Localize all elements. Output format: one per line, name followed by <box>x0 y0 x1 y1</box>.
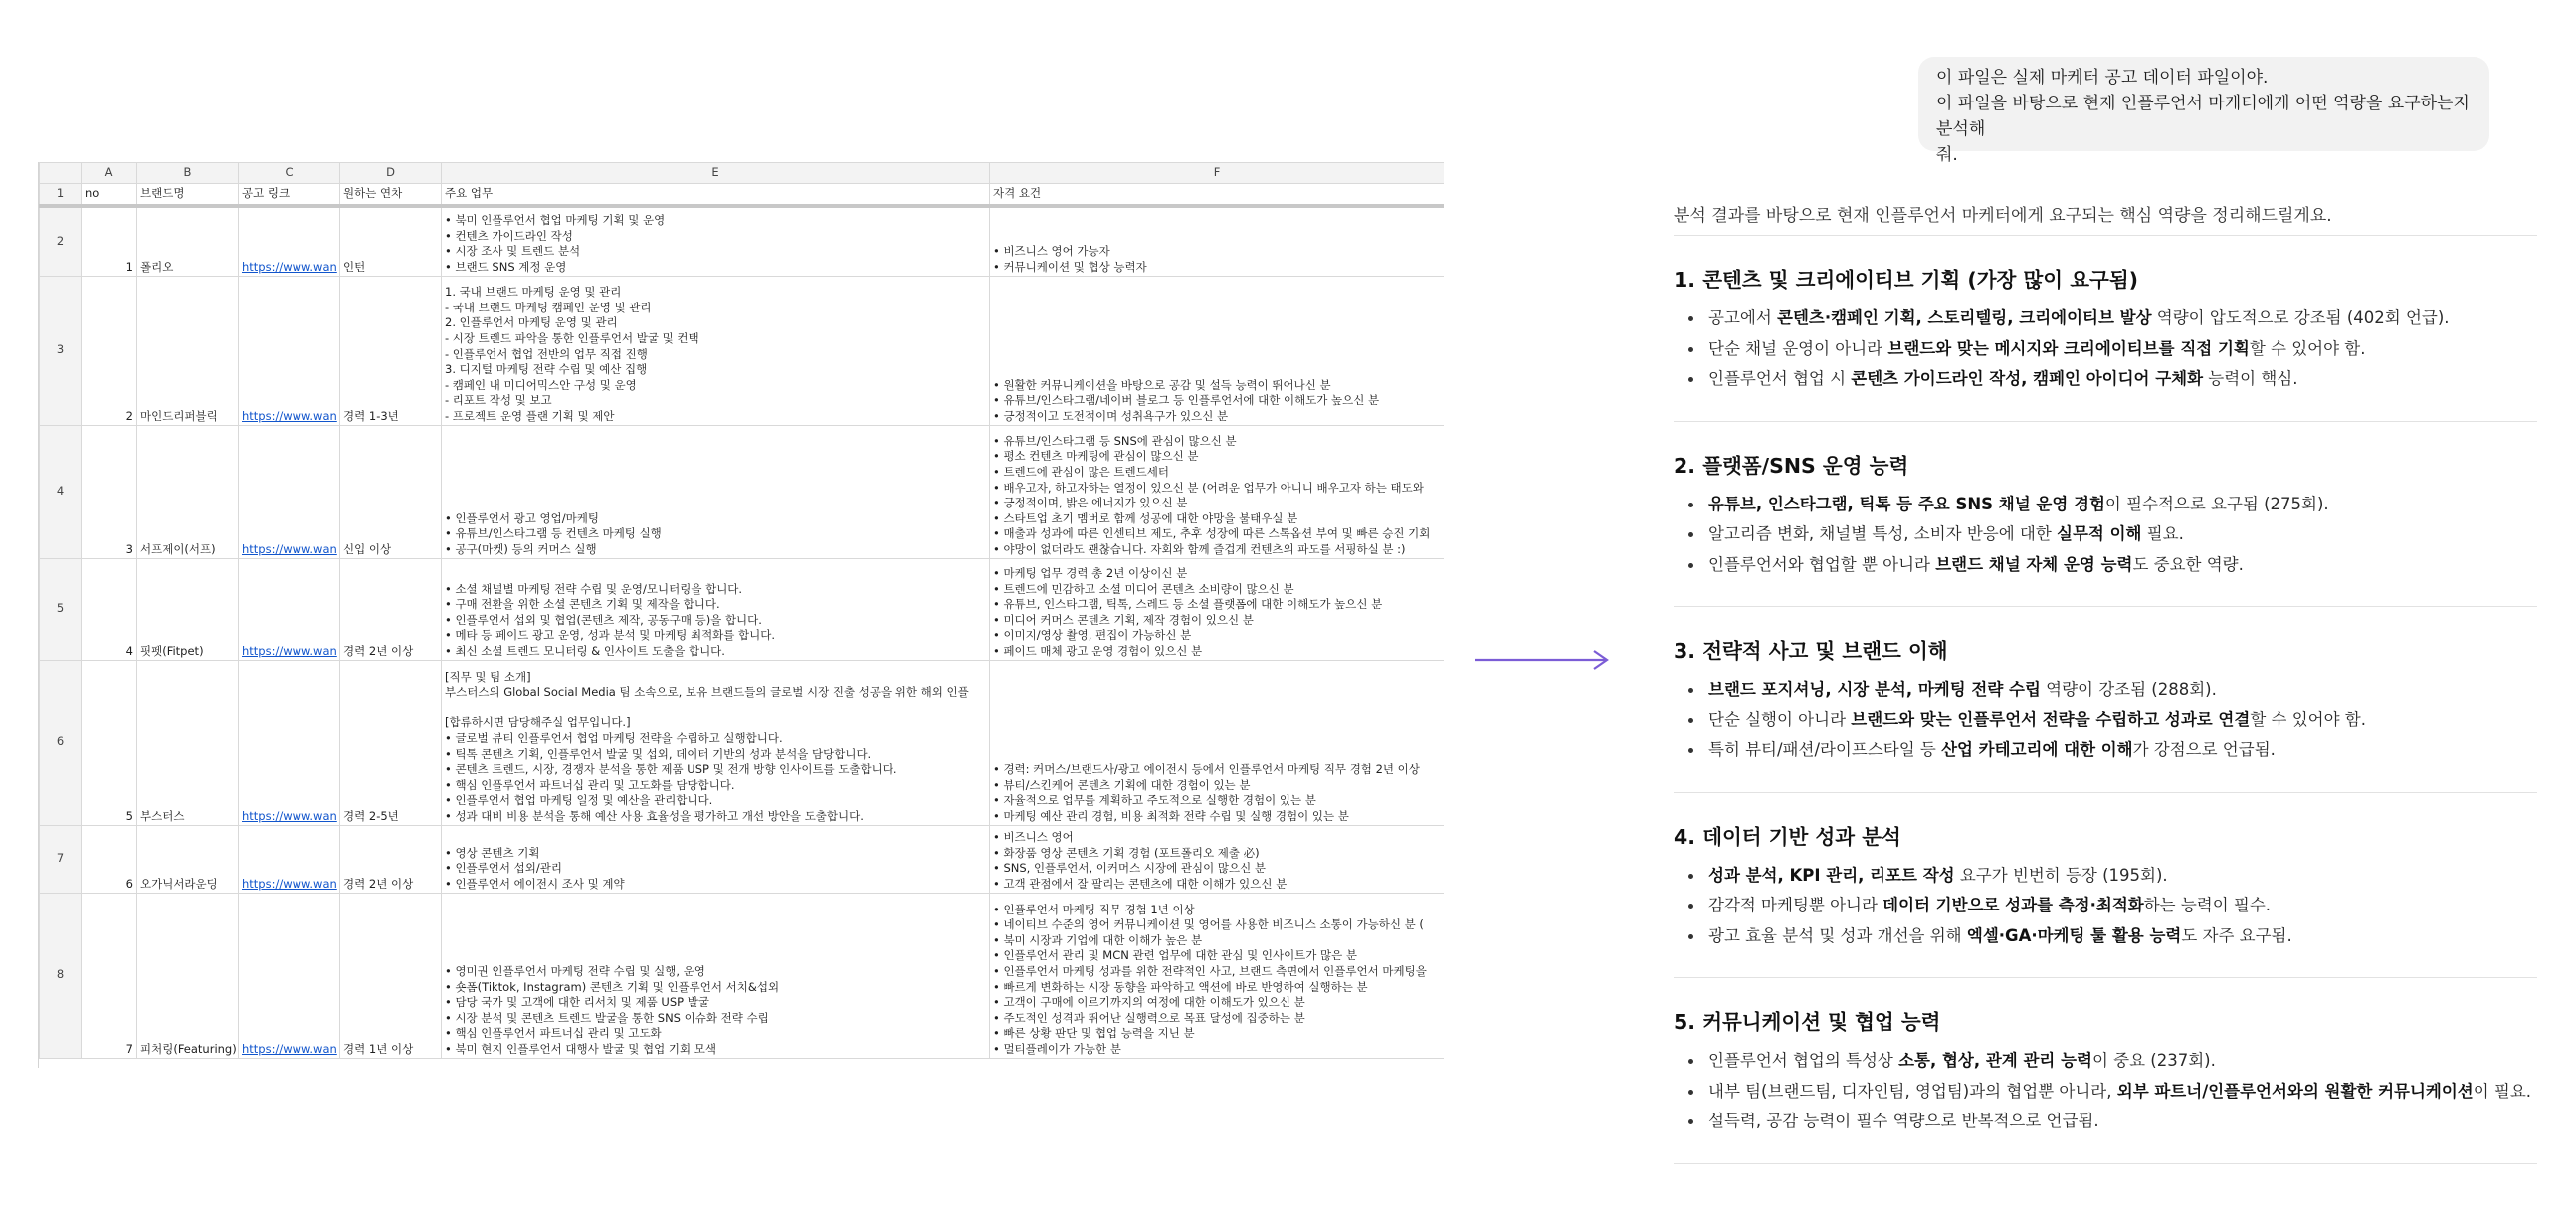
user-message-bubble <box>1918 57 2489 165</box>
duty-line: • 영미권 인플루언서 마케팅 전략 수립 및 실행, 운영 <box>445 963 705 978</box>
bullet-item <box>1674 921 2537 952</box>
requirement-line: • 유튜브/인스타그램/네이버 블로그 등 인플루언서에 대한 이해도가 높으신 분 <box>993 393 1380 408</box>
duty-line: • 인플루언서 섭외 및 협업(콘텐츠 제작, 공동구매 등)을 합니다. <box>445 612 762 627</box>
requirement-line: • SNS, 인플루언서, 이커머스 시장에 관심이 많으신 분 <box>993 861 1266 876</box>
bullet-item <box>1674 550 2537 581</box>
duty-line: [합류하시면 담당해주실 업무입니다.] <box>445 715 631 730</box>
cell-link[interactable] <box>239 206 340 276</box>
text: 특히 뷰티/패션/라이프스타일 등 <box>1708 740 1942 759</box>
duty-line: 3. 디지털 마케팅 전략 수립 및 예산 집행 <box>445 362 648 377</box>
bullet-list <box>1674 304 2537 395</box>
bold-text: 엑셀·GA·마케팅 툴 활용 능력 <box>1966 925 2182 945</box>
table-row <box>40 276 1445 425</box>
job-posting-link[interactable]: https://www.wan <box>242 808 337 823</box>
requirement-line: • 빠르게 변화하는 시장 동향을 파악하고 액션에 바로 반영하여 실행하는 분 <box>993 979 1368 994</box>
duty-line: • 시장 조사 및 트렌드 분석 <box>445 244 581 259</box>
cell-no[interactable]: 3 <box>82 425 137 558</box>
duty-line: • 틱톡 콘텐츠 기획, 인플루언서 발굴 및 섭외, 데이터 기반의 성과 분석을 담당합니다. <box>445 746 872 761</box>
bullet-item <box>1674 304 2537 334</box>
row-number[interactable]: 6 <box>40 660 82 825</box>
column-header-row <box>40 163 1445 184</box>
duty-line: • 성과 대비 비용 분석을 통해 예산 사용 효율성을 평가하고 개선 방안을 도출합니다. <box>445 808 864 823</box>
requirement-line: • 유튜브, 인스타그램, 틱톡, 스레드 등 소셜 플랫폼에 대한 이해도가 높으신 분 <box>993 597 1383 612</box>
requirement-line: • 고객이 구매에 이르기까지의 여정에 대한 이해도가 있으신 분 <box>993 995 1305 1010</box>
cell-years[interactable]: 경력 2년 이상 <box>340 558 442 660</box>
requirement-line: • 뷰티/스킨케어 콘텐츠 기획에 대한 경험이 있는 분 <box>993 777 1251 792</box>
header-cell[interactable]: 원하는 연차 <box>340 184 442 207</box>
table-row <box>40 660 1445 825</box>
cell-duties[interactable] <box>442 206 990 276</box>
cell-years[interactable]: 경력 2-5년 <box>340 660 442 825</box>
text: 감각적 마케팅뿐 아니라 <box>1708 896 1883 914</box>
column-header[interactable]: C <box>239 163 340 184</box>
cell-no[interactable]: 5 <box>82 660 137 825</box>
text: 할 수 있어야 함. <box>2250 709 2366 729</box>
duty-line: • 북미 현지 인플루언서 대행사 발굴 및 협업 기회 모색 <box>445 1041 716 1056</box>
requirement-line: • 네이티브 수준의 영어 커뮤니케이션 및 영어를 사용한 비즈니스 소통이 가능하신 분 ( <box>993 917 1424 932</box>
reply-section <box>1674 607 2537 792</box>
requirement-line: • 인플루언서 관리 및 MCN 관련 업무에 대한 관심 및 인사이트가 많은 분 <box>993 948 1358 963</box>
bullet-item <box>1674 861 2537 892</box>
bold-text: 실무적 이해 <box>2057 524 2142 543</box>
bullet-item <box>1674 1046 2537 1077</box>
text: 요구가 빈번히 등장 (195회). <box>1954 865 2168 885</box>
header-row <box>40 184 1445 207</box>
section-title: 3. 전략적 사고 및 브랜드 이해 <box>1674 639 1948 663</box>
bold-text: 소통, 협상, 관계 관리 능력 <box>1898 1051 2092 1070</box>
requirement-line: • 커뮤니케이션 및 협상 능력자 <box>993 259 1147 274</box>
duty-line: • 핵심 인플루언서 파트너십 관리 및 고도화 <box>445 1026 662 1041</box>
cell-no[interactable]: 2 <box>82 276 137 425</box>
user-message-line: 줘. <box>1936 145 1958 165</box>
bold-text: 브랜드 포지셔닝, 시장 분석, 마케팅 전략 수립 <box>1708 680 2041 699</box>
spreadsheet-grid <box>39 162 1444 1059</box>
row-number[interactable]: 5 <box>40 558 82 660</box>
duty-line: - 리포트 작성 및 보고 <box>445 393 552 408</box>
requirement-line: • 원활한 커뮤니케이션을 바탕으로 공감 및 설득 능력이 뛰어나신 분 <box>993 377 1331 392</box>
cell-requirements[interactable] <box>990 825 1445 893</box>
cell-brand[interactable]: 피처링(Featuring) <box>137 893 239 1058</box>
section-title: 4. 데이터 기반 성과 분석 <box>1674 824 1901 849</box>
column-header[interactable]: D <box>340 163 442 184</box>
text: 인플루언서 협업의 특성상 <box>1708 1051 1899 1070</box>
row-number[interactable]: 1 <box>40 184 82 207</box>
row-number[interactable]: 2 <box>40 206 82 276</box>
requirement-line: • 마케팅 업무 경력 총 2년 이상이신 분 <box>993 565 1188 580</box>
header-cell[interactable]: 자격 요건 <box>990 184 1445 207</box>
duty-line: • 담당 국가 및 고객에 대한 리서치 및 제품 USP 발굴 <box>445 995 709 1010</box>
column-header[interactable]: F <box>990 163 1445 184</box>
cell-no[interactable]: 4 <box>82 558 137 660</box>
bullet-item <box>1674 490 2537 520</box>
cell-link[interactable] <box>239 825 340 893</box>
requirement-line: • 자율적으로 업무를 계획하고 주도적으로 실행한 경험이 있는 분 <box>993 793 1316 808</box>
duty-line: - 프로젝트 운영 플랜 기획 및 제안 <box>445 408 615 423</box>
bullet-item <box>1674 334 2537 365</box>
duty-line: • 인플루언서 광고 영업/마케팅 <box>445 510 599 525</box>
requirement-line: • 매출과 성과에 따른 인센티브 제도, 추후 성장에 따른 스톡옵션 부여 및 빠른 승진 기회 <box>993 526 1431 541</box>
duty-line: • 핵심 인플루언서 파트너십 관리 및 고도화를 담당합니다. <box>445 777 735 792</box>
bullet-list <box>1674 490 2537 581</box>
cell-duties[interactable] <box>442 425 990 558</box>
bullet-item <box>1674 891 2537 921</box>
cell-link[interactable] <box>239 558 340 660</box>
requirement-line: • 트렌드에 관심이 많은 트렌드세터 <box>993 464 1169 479</box>
text: 단순 채널 운영이 아니라 <box>1708 338 1888 358</box>
cell-link[interactable] <box>239 276 340 425</box>
section-title: 2. 플랫폼/SNS 운영 능력 <box>1674 453 1909 478</box>
job-posting-link[interactable]: https://www.wan <box>242 408 337 423</box>
bullet-item <box>1674 1107 2537 1137</box>
requirement-line: • 비즈니스 영어 가능자 <box>993 244 1110 259</box>
bullet-list <box>1674 675 2537 766</box>
duty-line: • 메타 등 페이드 광고 운영, 성과 분석 및 마케팅 최적화를 합니다. <box>445 628 776 643</box>
table-row <box>40 825 1445 893</box>
cell-years[interactable]: 인턴 <box>340 206 442 276</box>
column-header[interactable]: A <box>82 163 137 184</box>
text: 할 수 있어야 함. <box>2249 338 2366 358</box>
duty-line: 부스터스의 Global Social Media 팀 소속으로, 보유 브랜드들의 글로벌 시장 진출 성공을 위한 해외 인플 <box>445 685 969 700</box>
text: 하는 능력이 필수. <box>2143 896 2272 914</box>
requirement-line: • 미디어 커머스 콘텐츠 기획, 제작 경험이 있으신 분 <box>993 612 1254 627</box>
table-row <box>40 206 1445 276</box>
cell-requirements[interactable] <box>990 558 1445 660</box>
cell-duties[interactable] <box>442 660 990 825</box>
user-message-line: 이 파일은 실제 마케터 공고 데이터 파일이야. <box>1936 68 2269 88</box>
duty-line: • 컨텐츠 가이드라인 작성 <box>445 228 573 243</box>
cell-years[interactable]: 신입 이상 <box>340 425 442 558</box>
table-row <box>40 893 1445 1058</box>
right-arrow-icon <box>1473 649 1612 671</box>
bullet-item <box>1674 364 2537 395</box>
cell-years[interactable]: 경력 2년 이상 <box>340 825 442 893</box>
requirement-line: • 화장품 영상 콘텐츠 기획 경험 (포트폴리오 제출 必) <box>993 845 1260 860</box>
column-header[interactable]: E <box>442 163 990 184</box>
bullet-list <box>1674 1046 2537 1137</box>
cell-no[interactable]: 7 <box>82 893 137 1058</box>
text: 필요. <box>2141 524 2184 543</box>
cell-requirements[interactable] <box>990 206 1445 276</box>
cell-requirements[interactable] <box>990 425 1445 558</box>
text: 이 중요 (237회). <box>2091 1051 2216 1070</box>
divider <box>1674 1163 2537 1164</box>
text: 역량이 강조됨 (288회). <box>2040 680 2217 699</box>
requirement-line: • 주도적인 성격과 뛰어난 실행력으로 목표 달성에 집중하는 분 <box>993 1010 1305 1025</box>
header-cell[interactable]: no <box>82 184 137 207</box>
bullet-item <box>1674 706 2537 736</box>
cell-brand[interactable]: 오가닉서라운딩 <box>137 825 239 893</box>
text: 내부 팀(브랜드팀, 디자인팀, 영업팀)과의 협업뿐 아니라, <box>1708 1081 2117 1101</box>
duty-line: 1. 국내 브랜드 마케팅 운영 및 관리 <box>445 285 622 300</box>
text: 인플루언서 협업 시 <box>1708 369 1852 388</box>
requirement-line: • 야망이 없더라도 괜찮습니다. 자회와 함께 즐겁게 컨텐츠의 파도를 서핑하실 분 :) <box>993 541 1406 556</box>
cell-brand[interactable]: 부스터스 <box>137 660 239 825</box>
duty-line: • 구매 전환을 위한 소셜 콘텐츠 기획 및 제작을 합니다. <box>445 597 720 612</box>
text: 능력이 핵심. <box>2203 369 2298 388</box>
duty-line: • 최신 소셜 트렌드 모니터링 & 인사이트 도출을 합니다. <box>445 643 725 658</box>
cell-years[interactable]: 경력 1년 이상 <box>340 893 442 1058</box>
requirement-line: • 긍정적이고 도전적이며 성취욕구가 있으신 분 <box>993 408 1229 423</box>
cell-brand[interactable]: 핏펫(Fitpet) <box>137 558 239 660</box>
duty-line: • 공구(마켓) 등의 커머스 실행 <box>445 541 597 556</box>
bullet-item <box>1674 675 2537 706</box>
cell-years[interactable]: 경력 1-3년 <box>340 276 442 425</box>
duty-line: • 소셜 채널별 마케팅 전략 수립 및 운영/모니터링을 합니다. <box>445 581 743 596</box>
cell-brand[interactable]: 서프제이(서프) <box>137 425 239 558</box>
cell-link[interactable] <box>239 425 340 558</box>
duty-line: • 북미 인플루언서 협업 마케팅 기획 및 운영 <box>445 213 666 228</box>
requirement-line: • 긍정적이며, 밝은 에너지가 있으신 분 <box>993 496 1188 510</box>
text: 역량이 압도적으로 강조됨 (402회 언급). <box>2151 308 2450 327</box>
requirement-line: • 인플루언서 마케팅 직무 경험 1년 이상 <box>993 902 1195 916</box>
requirement-line: • 빠른 상황 판단 및 협업 능력을 지닌 분 <box>993 1026 1195 1041</box>
select-all-corner[interactable] <box>40 163 82 184</box>
row-number[interactable]: 3 <box>40 276 82 425</box>
bold-text: 데이터 기반으로 성과를 측정·최적화 <box>1882 896 2144 914</box>
requirement-line: • 평소 컨텐츠 마케팅에 관심이 많으신 분 <box>993 449 1199 464</box>
requirement-line: • 페이드 매체 광고 운영 경험이 있으신 분 <box>993 643 1203 658</box>
duty-line: - 국내 브랜드 마케팅 캠페인 운영 및 관리 <box>445 300 652 314</box>
bullet-item <box>1674 519 2537 550</box>
duty-line: • 글로벌 뷰티 인플루언서 협업 마케팅 전략을 수립하고 실행합니다. <box>445 730 783 745</box>
header-cell[interactable]: 주요 업무 <box>442 184 990 207</box>
cell-duties[interactable] <box>442 276 990 425</box>
cell-brand[interactable]: 마인드리퍼블릭 <box>137 276 239 425</box>
requirement-line: • 유튜브/인스타그램 등 SNS에 관심이 많으신 분 <box>993 433 1237 448</box>
job-posting-link[interactable]: https://www.wan <box>242 876 337 891</box>
section-title: 1. 콘텐츠 및 크리에이티브 기획 (가장 많이 요구됨) <box>1674 268 2139 292</box>
duty-line: 2. 인플루언서 마케팅 운영 및 관리 <box>445 315 618 330</box>
job-posting-link[interactable]: https://www.wan <box>242 541 337 556</box>
requirement-line: • 고객 관점에서 잘 팔리는 콘텐츠에 대한 이해가 있으신 분 <box>993 876 1288 891</box>
cell-link[interactable] <box>239 893 340 1058</box>
duty-line: • 콘텐츠 트렌드, 시장, 경쟁자 분석을 통한 제품 USP 및 전개 방향 인사이트를 도출합니다. <box>445 762 897 777</box>
header-cell[interactable]: 공고 링크 <box>239 184 340 207</box>
bold-text: 산업 카테고리에 대한 이해 <box>1941 740 2133 759</box>
job-posting-link[interactable]: https://www.wan <box>242 1041 337 1056</box>
requirement-line: • 마케팅 예산 관리 경험, 비용 최적화 전략 수립 및 실행 경험이 있는 분 <box>993 808 1349 823</box>
text: 이 필요. <box>2473 1081 2532 1101</box>
table-row <box>40 425 1445 558</box>
bullet-item <box>1674 1077 2537 1108</box>
bold-text: 외부 파트너/인플루언서와의 원활한 커뮤니케이션 <box>2116 1081 2474 1101</box>
requirement-line: • 인플루언서 마케팅 성과를 위한 전략적인 사고, 브랜드 측면에서 인플루언서 마케팅을 <box>993 963 1427 978</box>
requirement-line: • 경력: 커머스/브랜드사/광고 에이전시 등에서 인플루언서 마케팅 직무 경험 2년 이상 <box>993 762 1420 777</box>
job-posting-link[interactable]: https://www.wan <box>242 643 337 658</box>
duty-line: • 숏폼(Tiktok, Instagram) 콘텐츠 기획 및 인플루언서 서치&섭외 <box>445 979 780 994</box>
requirement-line: • 스타트업 초기 멤버로 함께 성공에 대한 야망을 불태우실 분 <box>993 510 1298 525</box>
bold-text: 브랜드 채널 자체 운영 능력 <box>1935 554 2133 574</box>
cell-duties[interactable] <box>442 558 990 660</box>
bullet-item <box>1674 735 2537 766</box>
text: 이 필수적으로 요구됨 (275회). <box>2104 494 2329 513</box>
bold-text: 브랜드와 맞는 메시지와 크리에이티브를 직접 기획 <box>1887 338 2250 358</box>
text: 도 자주 요구됨. <box>2181 925 2292 945</box>
reply-section <box>1674 793 2537 978</box>
bullet-list <box>1674 861 2537 952</box>
row-number[interactable]: 8 <box>40 893 82 1058</box>
job-posting-link[interactable]: https://www.wan <box>242 259 337 274</box>
header-cell[interactable]: 브랜드명 <box>137 184 239 207</box>
row-number[interactable]: 4 <box>40 425 82 558</box>
duty-line <box>445 701 986 716</box>
text: 단순 실행이 아니라 <box>1708 709 1852 729</box>
duty-line: • 시장 분석 및 콘텐츠 트렌드 발굴을 통한 SNS 이슈화 전략 수립 <box>445 1010 769 1025</box>
duty-line: • 인플루언서 에이전시 조사 및 계약 <box>445 876 625 891</box>
reply-intro: 분석 결과를 바탕으로 현재 인플루언서 마케터에게 요구되는 핵심 역량을 정리해드릴게요. <box>1674 206 2332 226</box>
requirement-line: • 멀티플레이가 가능한 분 <box>993 1041 1121 1056</box>
section-title: 5. 커뮤니케이션 및 협업 능력 <box>1674 1010 1941 1034</box>
cell-duties[interactable] <box>442 893 990 1058</box>
duty-line: • 브랜드 SNS 계정 운영 <box>445 259 567 274</box>
column-header[interactable]: B <box>137 163 239 184</box>
text: 알고리즘 변화, 채널별 특성, 소비자 반응에 대한 <box>1708 524 2058 543</box>
duty-line: - 인플루언서 협업 전반의 업무 직접 진행 <box>445 346 648 361</box>
cell-no[interactable]: 1 <box>82 206 137 276</box>
duty-line: • 인플루언서 협업 마케팅 일정 및 예산을 관리합니다. <box>445 793 713 808</box>
requirement-line: • 배우고자, 하고자하는 열정이 있으신 분 (어려운 업무가 아니니 배우고자 하는 태도와 <box>993 480 1424 495</box>
duty-line: - 시장 트렌드 파악을 통한 인플루언서 발굴 및 컨택 <box>445 330 699 345</box>
table-row <box>40 558 1445 660</box>
text: 인플루언서와 협업할 뿐 아니라 <box>1708 554 1936 574</box>
spreadsheet[interactable] <box>38 162 1444 1068</box>
reply-section <box>1674 978 2537 1163</box>
duty-line: • 인플루언서 섭외/관리 <box>445 861 562 876</box>
cell-requirements[interactable] <box>990 893 1445 1058</box>
requirement-line: • 이미지/영상 촬영, 편집이 가능하신 분 <box>993 628 1192 643</box>
text: 도 중요한 역량. <box>2132 554 2244 574</box>
bold-text: 성과 분석, KPI 관리, 리포트 작성 <box>1708 865 1955 885</box>
text: 공고에서 <box>1708 308 1778 327</box>
cell-link[interactable] <box>239 660 340 825</box>
cell-requirements[interactable] <box>990 660 1445 825</box>
bold-text: 유튜브, 인스타그램, 틱톡 등 주요 SNS 채널 운영 경험 <box>1708 494 2105 513</box>
requirement-line: • 트렌드에 민감하고 소셜 미디어 콘텐츠 소비량이 많으신 분 <box>993 581 1294 596</box>
bold-text: 콘텐츠·캠페인 기획, 스토리텔링, 크리에이티브 발상 <box>1777 308 2152 327</box>
cell-duties[interactable] <box>442 825 990 893</box>
duty-line: • 영상 콘텐츠 기획 <box>445 845 540 860</box>
reply-sections <box>1674 235 2537 1164</box>
reply-section <box>1674 236 2537 421</box>
duty-line: • 유튜브/인스타그램 등 컨텐츠 마케팅 실행 <box>445 526 662 541</box>
row-number[interactable]: 7 <box>40 825 82 893</box>
assistant-reply <box>1674 195 2537 1164</box>
text: 가 강점으로 언급됨. <box>2132 740 2276 759</box>
cell-brand[interactable]: 폴리오 <box>137 206 239 276</box>
bold-text: 브랜드와 맞는 인플루언서 전략을 수립하고 성과로 연결 <box>1851 709 2251 729</box>
requirement-line: • 북미 시장과 기업에 대한 이해가 높은 분 <box>993 932 1203 947</box>
bold-text: 콘텐츠 가이드라인 작성, 캠페인 아이디어 구체화 <box>1851 369 2204 388</box>
text: 설득력, 공감 능력이 필수 역량으로 반복적으로 언급됨. <box>1708 1112 2099 1130</box>
text: 광고 효율 분석 및 성과 개선을 위해 <box>1708 925 1967 945</box>
cell-requirements[interactable] <box>990 276 1445 425</box>
requirement-line: • 비즈니스 영어 <box>993 830 1074 845</box>
duty-line: [직무 및 팀 소개] <box>445 669 531 684</box>
cell-no[interactable]: 6 <box>82 825 137 893</box>
user-message-line: 이 파일을 바탕으로 현재 인플루언서 마케터에게 어떤 역량을 요구하는지 분석해 <box>1936 94 2470 139</box>
duty-line: - 캠페인 내 미디어믹스안 구성 및 운영 <box>445 377 637 392</box>
reply-section <box>1674 422 2537 607</box>
